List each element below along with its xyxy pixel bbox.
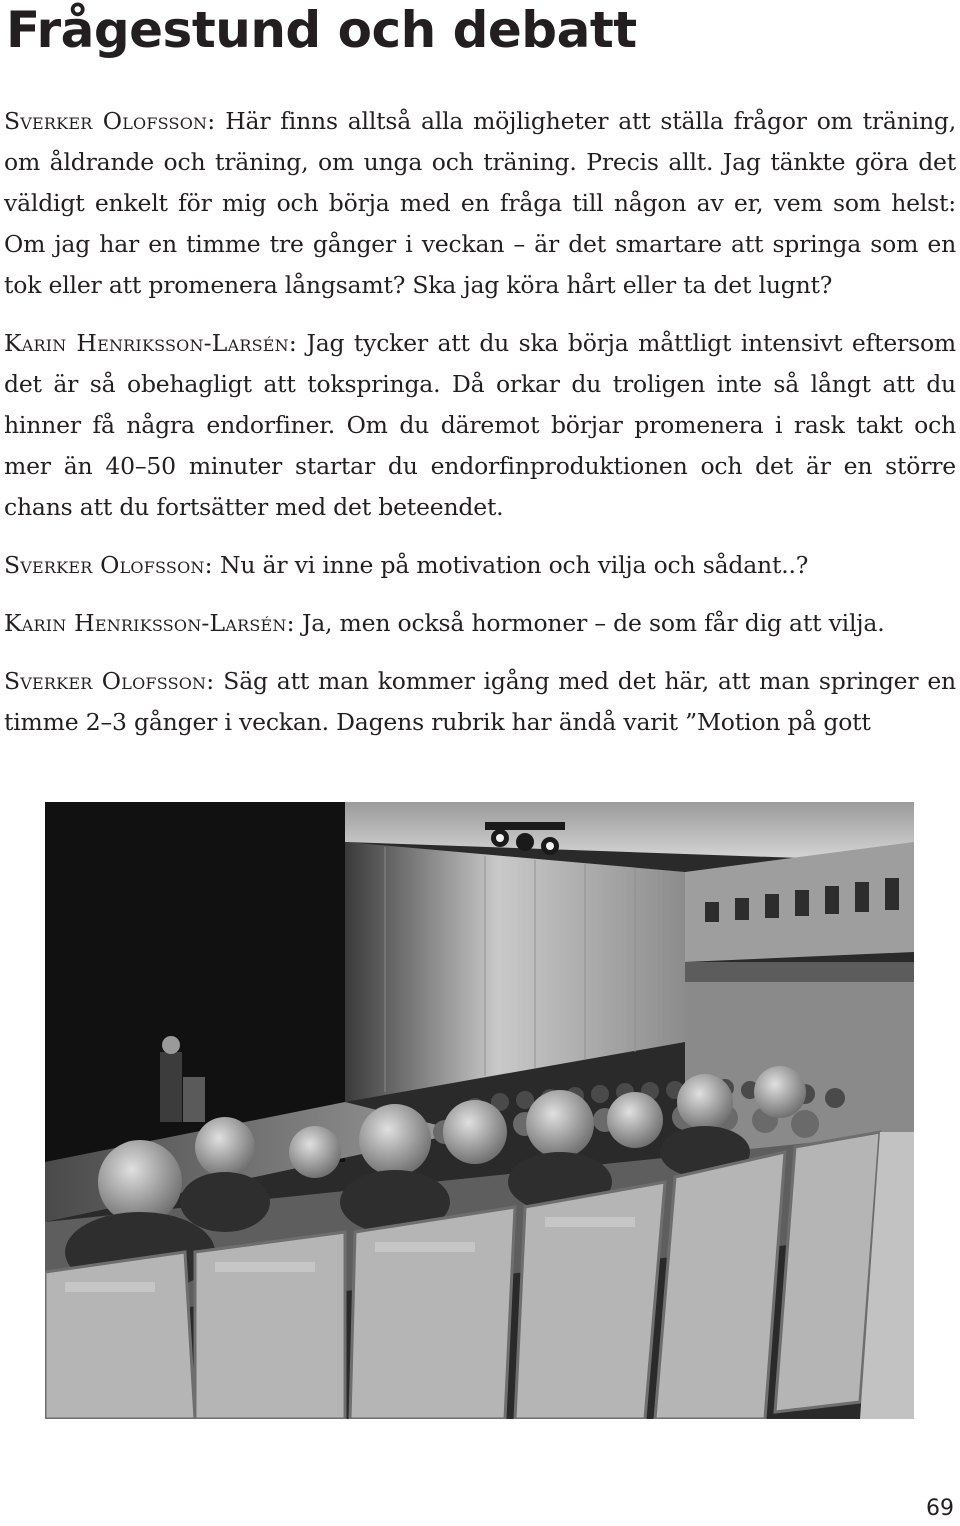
speaker-name: Sverker Olofsson: xyxy=(4,551,213,579)
speech-text: Säg att man kommer igång med det här, att man springer en timme 2–3 gånger i veckan. Dagens rubrik har ändå varit ”Motion på gott xyxy=(4,667,956,736)
dialogue-paragraph xyxy=(4,323,956,528)
speech-text: Ja, men också hormoner – de som får dig att vilja. xyxy=(294,609,885,637)
page-number: 69 xyxy=(926,1496,954,1521)
dialogue-paragraph xyxy=(4,101,956,306)
dialogue-paragraph xyxy=(4,661,956,743)
speaker-name: Sverker Olofsson: xyxy=(4,107,216,135)
speaker-name: Karin Henriksson-Larsén: xyxy=(4,609,295,637)
speech-text: Jag tycker att du ska börja måttligt intensivt eftersom det är så obehagligt att tokspringa. Då orkar du troligen inte så långt att du hinner få några endorfiner. Om du däremot börjar promenera i rask takt och mer än 40–50 minuter startar du endorfinproduktionen och det är en större chans att du fortsätter med det beteendet. xyxy=(4,329,956,521)
auditorium-photo-icon xyxy=(45,802,914,1419)
dialogue-text xyxy=(4,101,956,760)
speech-text: Nu är vi inne på motivation och vilja och sådant..? xyxy=(212,551,809,579)
dialogue-paragraph xyxy=(4,603,956,644)
speech-text: Här finns alltså alla möjligheter att ställa frågor om träning, om åldrande och träning, om unga och träning. Precis allt. Jag tänkte göra det väldigt enkelt för mig och börja med en fråga till någon av er, vem som helst: Om jag har en timme tre gånger i veckan – är det smartare att springa som en tok eller att promenera långsamt? Ska jag köra hårt eller ta det lugnt? xyxy=(4,107,957,299)
page-heading: Frågestund och debatt xyxy=(6,1,637,59)
speaker-name: Karin Henriksson-Larsén: xyxy=(4,329,297,357)
speaker-name: Sverker Olofsson: xyxy=(4,667,215,695)
dialogue-paragraph xyxy=(4,545,956,586)
